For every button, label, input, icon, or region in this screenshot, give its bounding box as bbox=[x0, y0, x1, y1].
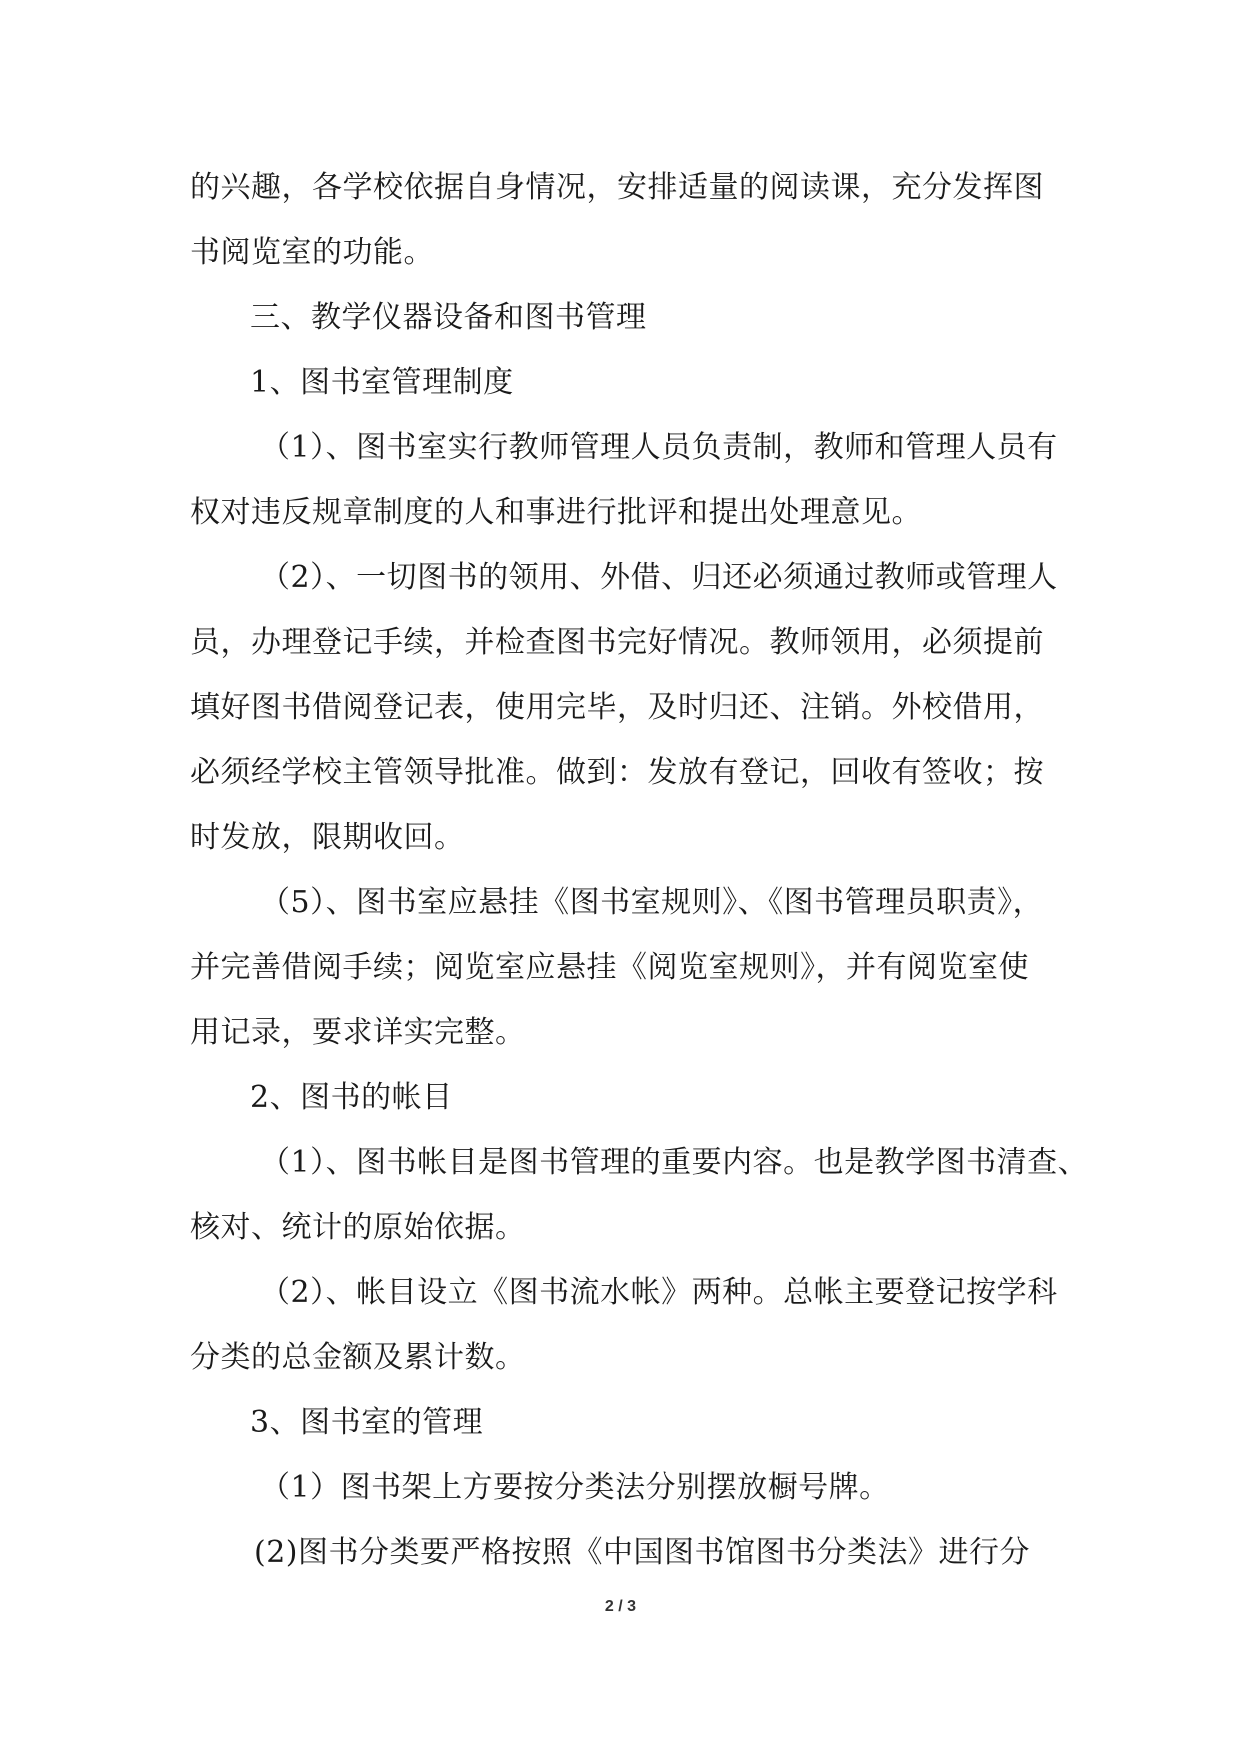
subsection-heading: 3、图书室的管理 bbox=[250, 1405, 484, 1440]
paragraph-line: 并完善借阅手续；阅览室应悬挂《阅览室规则》，并有阅览室使 bbox=[190, 950, 1029, 985]
paragraph-line: （2）、一切图书的领用、外借、归还必须通过教师或管理人 bbox=[260, 560, 1058, 595]
paragraph-line: （5）、图书室应悬挂《图书室规则》、《图书管理员职责》， bbox=[260, 885, 1044, 920]
paragraph-line: （1）图书架上方要按分类法分别摆放橱号牌。 bbox=[260, 1470, 890, 1505]
paragraph-line: 书阅览室的功能。 bbox=[190, 235, 434, 270]
paragraph-line: 填好图书借阅登记表，使用完毕，及时归还、注销。外校借用， bbox=[190, 690, 1044, 725]
subsection-heading: 2、图书的帐目 bbox=[250, 1080, 453, 1115]
paragraph-line: （1）、图书帐目是图书管理的重要内容。也是教学图书清查、 bbox=[260, 1145, 1089, 1180]
paragraph-line: 必须经学校主管领导批准。做到：发放有登记，回收有签收；按 bbox=[190, 755, 1044, 790]
paragraph-line: 用记录，要求详实完整。 bbox=[190, 1015, 526, 1050]
paragraph-line: 权对违反规章制度的人和事进行批评和提出处理意见。 bbox=[190, 495, 922, 530]
paragraph-line: 时发放，限期收回。 bbox=[190, 820, 465, 855]
paragraph-line: (2)图书分类要严格按照《中国图书馆图书分类法》进行分 bbox=[254, 1535, 1030, 1570]
paragraph-line: 员，办理登记手续，并检查图书完好情况。教师领用，必须提前 bbox=[190, 625, 1044, 660]
page-number: 2 / 3 bbox=[604, 1598, 637, 1615]
subsection-heading: 1、图书室管理制度 bbox=[250, 365, 514, 400]
paragraph-line: （1）、图书室实行教师管理人员负责制，教师和管理人员有 bbox=[260, 430, 1058, 465]
section-heading: 三、教学仪器设备和图书管理 bbox=[250, 300, 647, 335]
paragraph-line: （2）、帐目设立《图书流水帐》两种。总帐主要登记按学科 bbox=[260, 1275, 1058, 1310]
document-body bbox=[190, 155, 1089, 1585]
paragraph-line: 的兴趣，各学校依据自身情况，安排适量的阅读课，充分发挥图 bbox=[190, 170, 1044, 205]
paragraph-line: 分类的总金额及累计数。 bbox=[190, 1340, 526, 1375]
paragraph-line: 核对、统计的原始依据。 bbox=[190, 1210, 526, 1245]
